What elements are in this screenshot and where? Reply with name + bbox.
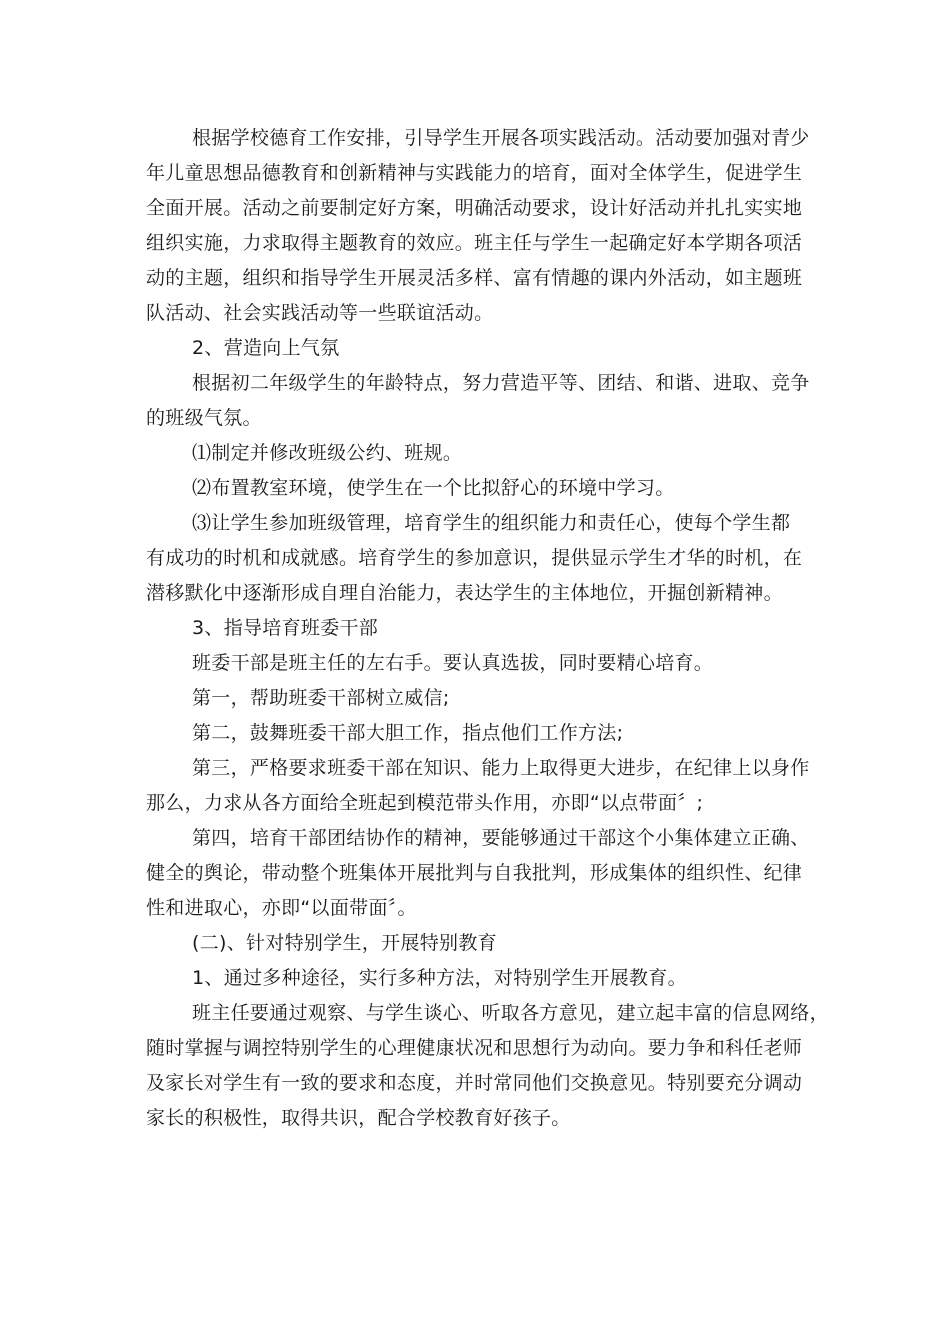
list-item: 第一，帮助班委干部树立威信;: [192, 687, 450, 709]
list-item: 第三，严格要求班委干部在知识、能力上取得更大进步，在纪律上以身作: [192, 757, 810, 779]
section-heading: (二)、针对特别学生，开展特别教育: [192, 932, 497, 954]
paragraph-line: 随时掌握与调控特别学生的心理健康状况和思想行为动向。要力争和科任老师: [146, 1037, 803, 1059]
paragraph-line: 年儿童思想品德教育和创新精神与实践能力的培育，面对全体学生，促进学生: [146, 162, 803, 184]
paragraph-line: 潜移默化中逐渐形成自理自治能力，表达学生的主体地位，开掘创新精神。: [146, 582, 783, 604]
paragraph-line: 健全的舆论，带动整个班集体开展批判与自我批判，形成集体的组织性、纪律: [146, 862, 803, 884]
paragraph-line: 那么，力求从各方面给全班起到模范带头作用，亦即“以点带面〞;: [146, 792, 704, 814]
section-heading: 3、指导培育班委干部: [192, 617, 379, 639]
paragraph-line: 及家长对学生有一致的要求和态度，并时常同他们交换意见。特别要充分调动: [146, 1072, 803, 1094]
paragraph-line: 有成功的时机和成就感。培育学生的参加意识，提供显示学生才华的时机，在: [146, 547, 803, 569]
list-item: ⑶让学生参加班级管理，培育学生的组织能力和责任心，使每个学生都: [192, 512, 791, 534]
paragraph-line: 班主任要通过观察、与学生谈心、听取各方意见，建立起丰富的信息网络，: [192, 1002, 829, 1024]
paragraph-line: 动的主题，组织和指导学生开展灵活多样、富有情趣的课内外活动，如主题班: [146, 267, 803, 289]
paragraph-line: 根据学校德育工作安排，引导学生开展各项实践活动。活动要加强对青少: [192, 127, 810, 149]
paragraph-line: 性和进取心，亦即“以面带面〞。: [146, 897, 417, 919]
paragraph-line: 家长的积极性，取得共识，配合学校教育好孩子。: [146, 1107, 571, 1129]
section-heading: 2、营造向上气氛: [192, 337, 340, 359]
paragraph-line: 班委干部是班主任的左右手。要认真选拔，同时要精心培育。: [192, 652, 714, 674]
list-item: ⑴制定并修改班级公约、班规。: [192, 442, 463, 464]
paragraph-line: 根据初二年级学生的年龄特点，努力营造平等、团结、和谐、进取、竞争: [192, 372, 810, 394]
section-heading: 1、通过多种途径，实行多种方法，对特别学生开展教育。: [192, 967, 687, 989]
paragraph-line: 全面开展。活动之前要制定好方案，明确活动要求，设计好活动并扎扎实实地: [146, 197, 803, 219]
list-item: ⑵布置教室环境，使学生在一个比拟舒心的环境中学习。: [192, 477, 675, 499]
list-item: 第二，鼓舞班委干部大胆工作，指点他们工作方法;: [192, 722, 624, 744]
paragraph-line: 的班级气氛。: [146, 407, 262, 429]
list-item: 第四，培育干部团结协作的精神，要能够通过干部这个小集体建立正确、: [192, 827, 810, 849]
paragraph-line: 队活动、社会实践活动等一些联谊活动。: [146, 302, 494, 324]
paragraph-line: 组织实施，力求取得主题教育的效应。班主任与学生一起确定好本学期各项活: [146, 232, 803, 254]
